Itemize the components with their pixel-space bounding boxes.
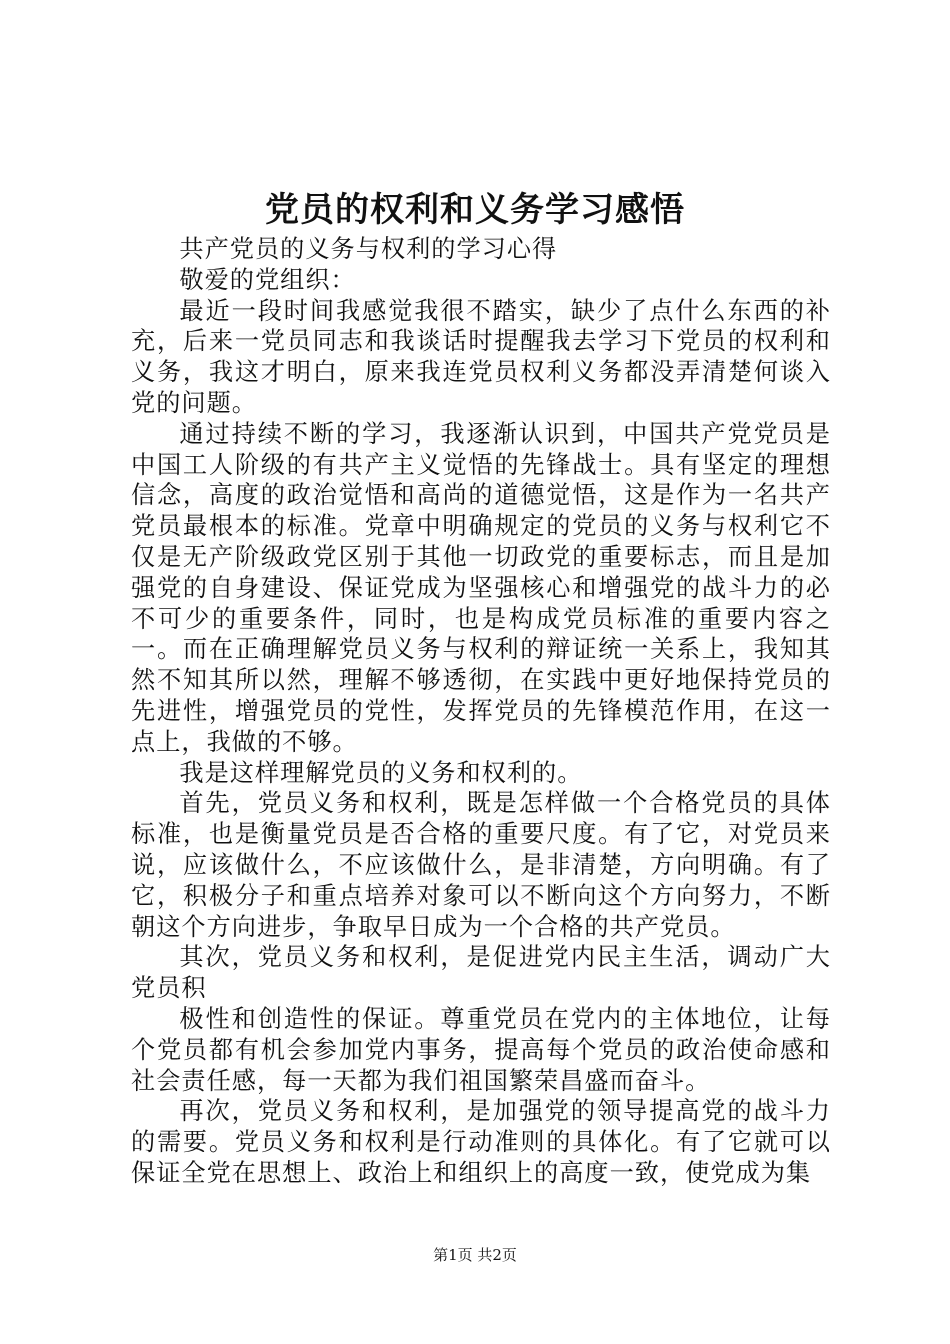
paragraph-second-point-cont: 极性和创造性的保证。尊重党员在党内的主体地位，让每个党员都有机会参加党内事务，提高每个党员的政治使命感和社会责任感，每一天都为我们祖国繁荣昌盛而奋斗。 (131, 1004, 831, 1095)
paragraph-salutation: 敬爱的党组织： (179, 265, 356, 294)
paragraph-subtitle: 共产党员的义务与权利的学习心得 (179, 235, 558, 263)
paragraph-intro: 最近一段时间我感觉我很不踏实，缺少了点什么东西的补充，后来一党员同志和我谈话时提醒我去学习下党员的权利和义务，我这才明白，原来我连党员权利义务都没弄清楚何谈入党的问题。 (131, 296, 831, 417)
paragraph-third-point: 再次，党员义务和权利，是加强党的领导提高党的战斗力的需要。党员义务和权利是行动准则的具体化。有了它就可以保证全党在思想上、政治上和组织上的高度一致，使党成为集 (131, 1097, 831, 1187)
paragraph-first-point: 首先，党员义务和权利，既是怎样做一个合格党员的具体标准，也是衡量党员是否合格的重要尺度。有了它，对党员来说，应该做什么，不应该做什么，是非清楚，方向明确。有了它，积极分子和重点培养对象可以不断向这个方向努力，不断朝这个方向进步，争取早日成为一个合格的共产党员。 (131, 789, 831, 941)
paragraph-second-point: 其次，党员义务和权利，是促进党内民主生活，调动广大党员积 (131, 943, 831, 1003)
paragraph-understanding: 通过持续不断的学习，我逐渐认识到，中国共产党党员是中国工人阶级的有共产主义觉悟的先锋战士。具有坚定的理想信念，高度的政治觉悟和高尚的道德觉悟，这是作为一名共产党员最根本的标准。党章中明确规定的党员的义务与权利它不仅是无产阶级政党区别于其他一切政党的重要标志，而且是加强党的自身建设、保证党成为坚强核心和增强党的战斗力的必不可少的重要条件，同时，也是构成党员标准的重要内容之一。而在正确理解党员义务与权利的辩证统一关系上，我知其然不知其所以然，理解不够透彻，在实践中更好地保持党员的先进性，增强党员的党性，发挥党员的先锋模范作用，在这一点上，我做的不够。 (131, 419, 831, 756)
document-title: 党员的权利和义务学习感悟 (265, 190, 685, 230)
page-number-footer: 第1页 共2页 (433, 1246, 517, 1264)
paragraph-transition: 我是这样理解党员的义务和权利的。 (179, 758, 583, 787)
document-body (131, 234, 831, 1189)
